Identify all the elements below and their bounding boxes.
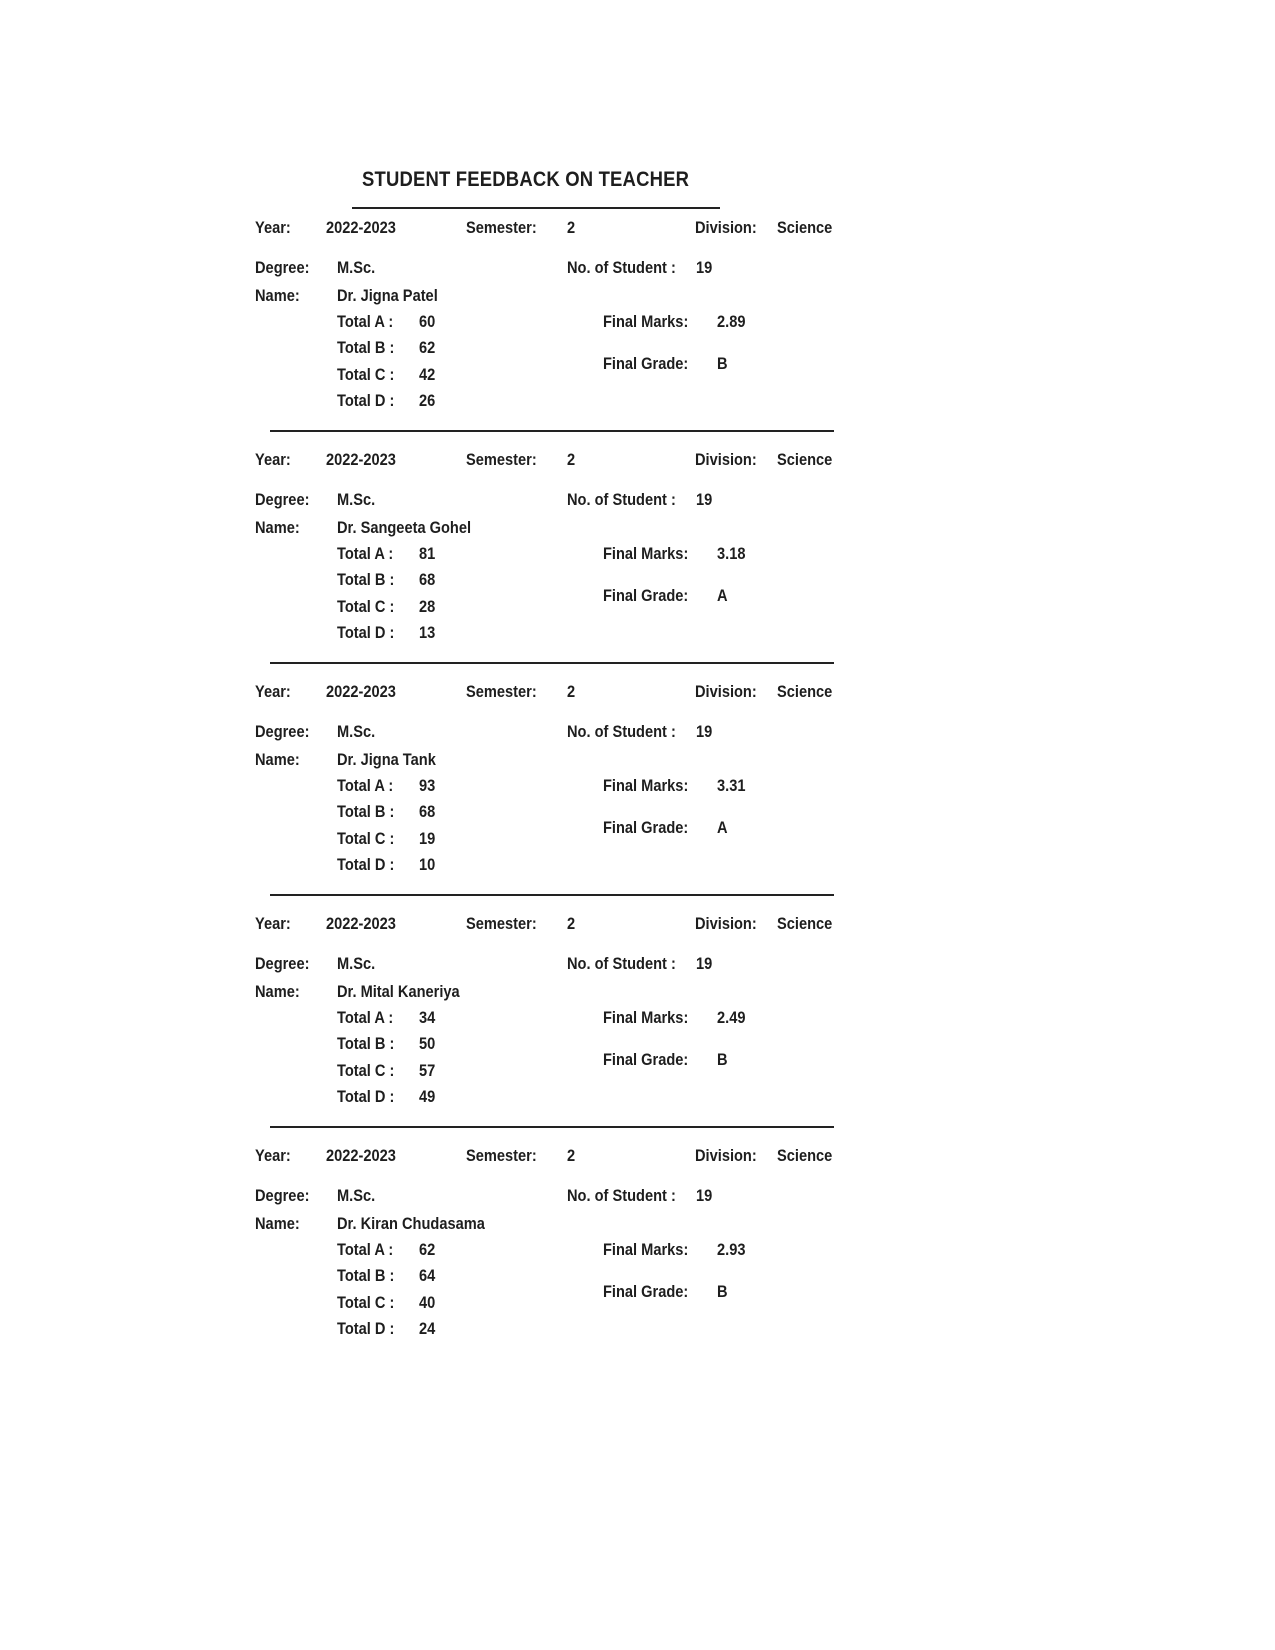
degree-label: Degree:: [255, 722, 310, 741]
no-of-student-label: No. of Student :: [567, 722, 676, 741]
semester-value: 2: [567, 682, 576, 701]
final-grade-label: Final Grade:: [603, 354, 689, 373]
division-value: Science: [777, 1146, 833, 1165]
total-c-label: Total C :: [337, 1061, 395, 1080]
name-label: Name:: [255, 286, 300, 305]
total-b-label: Total B :: [337, 802, 395, 821]
total-b-label: Total B :: [337, 1034, 395, 1053]
total-d-value: 13: [419, 623, 436, 642]
total-d-value: 26: [419, 391, 436, 410]
page-title: STUDENT FEEDBACK ON TEACHER: [362, 168, 690, 191]
semester-value: 2: [567, 450, 576, 469]
division-label: Division:: [695, 914, 757, 933]
total-b-value: 62: [419, 338, 436, 357]
total-c-value: 57: [419, 1061, 436, 1080]
year-label: Year:: [255, 682, 291, 701]
total-d-label: Total D :: [337, 391, 395, 410]
record-separator: [270, 430, 834, 432]
division-value: Science: [777, 218, 833, 237]
division-label: Division:: [695, 218, 757, 237]
final-grade-value: A: [717, 586, 728, 605]
final-marks-label: Final Marks:: [603, 312, 689, 331]
total-b-value: 64: [419, 1266, 436, 1285]
year-label: Year:: [255, 1146, 291, 1165]
total-c-label: Total C :: [337, 597, 395, 616]
no-of-student-value: 19: [696, 954, 713, 973]
total-c-label: Total C :: [337, 829, 395, 848]
division-value: Science: [777, 682, 833, 701]
total-a-label: Total A :: [337, 776, 394, 795]
year-label: Year:: [255, 914, 291, 933]
semester-label: Semester:: [466, 682, 537, 701]
final-marks-label: Final Marks:: [603, 544, 689, 563]
teacher-name: Dr. Jigna Tank: [337, 750, 436, 769]
total-d-value: 24: [419, 1319, 436, 1338]
total-c-label: Total C :: [337, 365, 395, 384]
year-value: 2022-2023: [326, 450, 396, 469]
title-underline: [352, 207, 720, 209]
teacher-name: Dr. Mital Kaneriya: [337, 982, 460, 1001]
final-grade-value: B: [717, 1050, 728, 1069]
final-grade-value: B: [717, 1282, 728, 1301]
semester-label: Semester:: [466, 914, 537, 933]
total-a-label: Total A :: [337, 312, 394, 331]
total-b-value: 50: [419, 1034, 436, 1053]
degree-label: Degree:: [255, 1186, 310, 1205]
final-grade-label: Final Grade:: [603, 586, 689, 605]
name-label: Name:: [255, 750, 300, 769]
record-separator: [270, 894, 834, 896]
no-of-student-label: No. of Student :: [567, 1186, 676, 1205]
year-value: 2022-2023: [326, 914, 396, 933]
semester-value: 2: [567, 914, 576, 933]
total-a-value: 81: [419, 544, 436, 563]
total-b-label: Total B :: [337, 338, 395, 357]
total-b-value: 68: [419, 570, 436, 589]
final-marks-value: 2.93: [717, 1240, 746, 1259]
total-d-label: Total D :: [337, 623, 395, 642]
year-label: Year:: [255, 450, 291, 469]
division-value: Science: [777, 450, 833, 469]
year-value: 2022-2023: [326, 682, 396, 701]
final-marks-value: 2.49: [717, 1008, 746, 1027]
record-separator: [270, 1126, 834, 1128]
total-a-value: 93: [419, 776, 436, 795]
semester-label: Semester:: [466, 450, 537, 469]
name-label: Name:: [255, 982, 300, 1001]
total-d-label: Total D :: [337, 855, 395, 874]
degree-label: Degree:: [255, 490, 310, 509]
no-of-student-value: 19: [696, 490, 713, 509]
semester-value: 2: [567, 1146, 576, 1165]
no-of-student-value: 19: [696, 722, 713, 741]
degree-value: M.Sc.: [337, 954, 376, 973]
division-value: Science: [777, 914, 833, 933]
semester-label: Semester:: [466, 218, 537, 237]
final-grade-value: B: [717, 354, 728, 373]
total-a-label: Total A :: [337, 544, 394, 563]
total-a-value: 62: [419, 1240, 436, 1259]
teacher-record: [0, 682, 1275, 914]
teacher-name: Dr. Kiran Chudasama: [337, 1214, 485, 1233]
no-of-student-label: No. of Student :: [567, 490, 676, 509]
total-b-value: 68: [419, 802, 436, 821]
division-label: Division:: [695, 1146, 757, 1165]
total-a-label: Total A :: [337, 1240, 394, 1259]
total-c-value: 28: [419, 597, 436, 616]
year-value: 2022-2023: [326, 1146, 396, 1165]
total-d-label: Total D :: [337, 1087, 395, 1106]
no-of-student-value: 19: [696, 1186, 713, 1205]
year-value: 2022-2023: [326, 218, 396, 237]
final-grade-label: Final Grade:: [603, 818, 689, 837]
teacher-record: [0, 914, 1275, 1146]
degree-value: M.Sc.: [337, 722, 376, 741]
final-marks-label: Final Marks:: [603, 1240, 689, 1259]
total-d-value: 10: [419, 855, 436, 874]
total-b-label: Total B :: [337, 1266, 395, 1285]
semester-value: 2: [567, 218, 576, 237]
total-b-label: Total B :: [337, 570, 395, 589]
total-c-value: 40: [419, 1293, 436, 1312]
teacher-name: Dr. Jigna Patel: [337, 286, 438, 305]
degree-label: Degree:: [255, 954, 310, 973]
total-a-value: 60: [419, 312, 436, 331]
year-label: Year:: [255, 218, 291, 237]
total-c-value: 42: [419, 365, 436, 384]
semester-label: Semester:: [466, 1146, 537, 1165]
total-c-label: Total C :: [337, 1293, 395, 1312]
teacher-record: [0, 450, 1275, 682]
degree-value: M.Sc.: [337, 490, 376, 509]
teacher-name: Dr. Sangeeta Gohel: [337, 518, 472, 537]
total-a-label: Total A :: [337, 1008, 394, 1027]
teacher-record: [0, 218, 1275, 450]
no-of-student-value: 19: [696, 258, 713, 277]
no-of-student-label: No. of Student :: [567, 954, 676, 973]
teacher-record: [0, 1146, 1275, 1378]
record-separator: [270, 662, 834, 664]
final-marks-label: Final Marks:: [603, 1008, 689, 1027]
division-label: Division:: [695, 450, 757, 469]
degree-value: M.Sc.: [337, 258, 376, 277]
final-marks-label: Final Marks:: [603, 776, 689, 795]
total-d-value: 49: [419, 1087, 436, 1106]
degree-label: Degree:: [255, 258, 310, 277]
no-of-student-label: No. of Student :: [567, 258, 676, 277]
name-label: Name:: [255, 1214, 300, 1233]
division-label: Division:: [695, 682, 757, 701]
name-label: Name:: [255, 518, 300, 537]
final-grade-label: Final Grade:: [603, 1282, 689, 1301]
final-marks-value: 2.89: [717, 312, 746, 331]
total-a-value: 34: [419, 1008, 436, 1027]
degree-value: M.Sc.: [337, 1186, 376, 1205]
final-marks-value: 3.18: [717, 544, 746, 563]
total-c-value: 19: [419, 829, 436, 848]
final-marks-value: 3.31: [717, 776, 746, 795]
final-grade-label: Final Grade:: [603, 1050, 689, 1069]
final-grade-value: A: [717, 818, 728, 837]
total-d-label: Total D :: [337, 1319, 395, 1338]
